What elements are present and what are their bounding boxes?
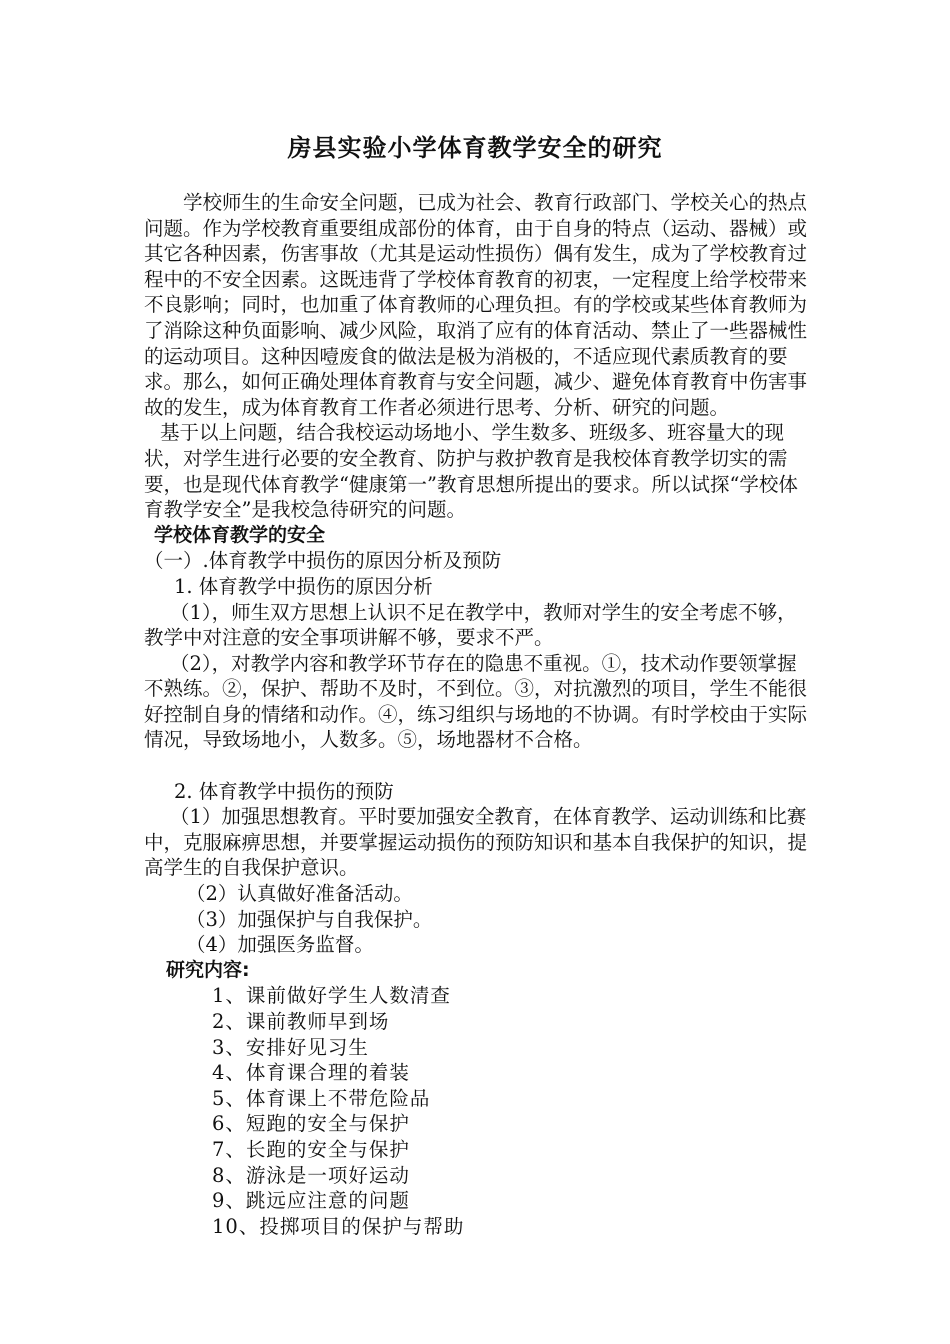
- intro-paragraph-2: 基于以上问题，结合我校运动场地小、学生数多、班级多、班容量大的现状，对学生进行必要的安全教育、防护与救护教育是我校体育教学切实的需要，也是现代体育教学“健康第一”教育思想所提出的要求。所以试探“学校体育教学安全”是我校急待研究的问题。: [144, 421, 798, 522]
- cause-heading: 1. 体育教学中损伤的原因分析: [174, 574, 433, 598]
- list-item: 4、体育课合理的着装: [212, 1061, 410, 1085]
- subsection-heading: （一）.体育教学中损伤的原因分析及预防: [144, 549, 502, 573]
- intro-paragraph-1: 学校师生的生命安全问题，已成为社会、教育行政部门、学校关心的热点问题。作为学校教育重要组成部份的体育，由于自身的特点（运动、器械）或其它各种因素，伤害事故（尤其是运动性损伤）偶有发生，成为了学校教育过程中的不安全因素。这既违背了学校体育教育的初衷，一定程度上给学校带来不良影响；同时，也加重了体育教师的心理负担。有的学校或某些体育教师为了消除这种负面影响、减少风险，取消了应有的体育活动、禁止了一些器械性的运动项目。这种因噎废食的做法是极为消极的，不适应现代素质教育的要求。那么，如何正确处理体育教育与安全问题，减少、避免体育教育中伤害事故的发生，成为体育教育工作者必须进行思考、分析、研究的问题。: [144, 191, 808, 419]
- document-body: [144, 190, 814, 1239]
- research-heading: 研究内容:: [166, 958, 250, 981]
- blank-line: [144, 753, 814, 779]
- section-heading: 学校体育教学的安全: [154, 523, 326, 546]
- cause-paragraph-2: （2），对教学内容和教学环节存在的隐患不重视。①，技术动作要领掌握不熟练。②，保护、帮助不及时，不到位。③，对抗激烈的项目，学生不能很好控制自身的情绪和动作。④，练习组织与场地的不协调。有时学校由于实际情况，导致场地小，人数多。⑤，场地器材不合格。: [144, 651, 808, 752]
- list-item: 9、跳远应注意的问题: [212, 1189, 410, 1213]
- list-item: 8、游泳是一项好运动: [212, 1163, 410, 1187]
- list-item: 5、体育课上不带危险品: [212, 1086, 431, 1110]
- list-item: 10、投掷项目的保护与帮助: [212, 1214, 465, 1238]
- prevent-item-3: （3）加强保护与自我保护。: [186, 907, 433, 931]
- list-item: 7、长跑的安全与保护: [212, 1137, 410, 1161]
- research-list: [144, 983, 814, 1239]
- prevent-paragraph-1: （1）加强思想教育。平时要加强安全教育，在体育教学、运动训练和比赛中，克服麻痹思想，并要掌握运动损伤的预防知识和基本自我保护的知识，提高学生的自我保护意识。: [144, 805, 808, 880]
- prevent-item-4: （4）加强医务监督。: [186, 933, 374, 957]
- list-item: 6、短跑的安全与保护: [212, 1112, 410, 1136]
- document-title: 房县实验小学体育教学安全的研究: [287, 134, 663, 162]
- prevent-heading: 2. 体育教学中损伤的预防: [174, 779, 394, 803]
- cause-paragraph-1: （1），师生双方思想上认识不足在教学中，教师对学生的安全考虑不够，教学中对注意的安全事项讲解不够，要求不严。: [144, 600, 797, 650]
- list-item: 2、课前教师早到场: [212, 1010, 390, 1033]
- prevent-item-2: （2）认真做好准备活动。: [186, 882, 413, 906]
- list-item: 3、安排好见习生: [212, 1035, 369, 1059]
- list-item: 1、课前做好学生人数清查: [212, 984, 451, 1008]
